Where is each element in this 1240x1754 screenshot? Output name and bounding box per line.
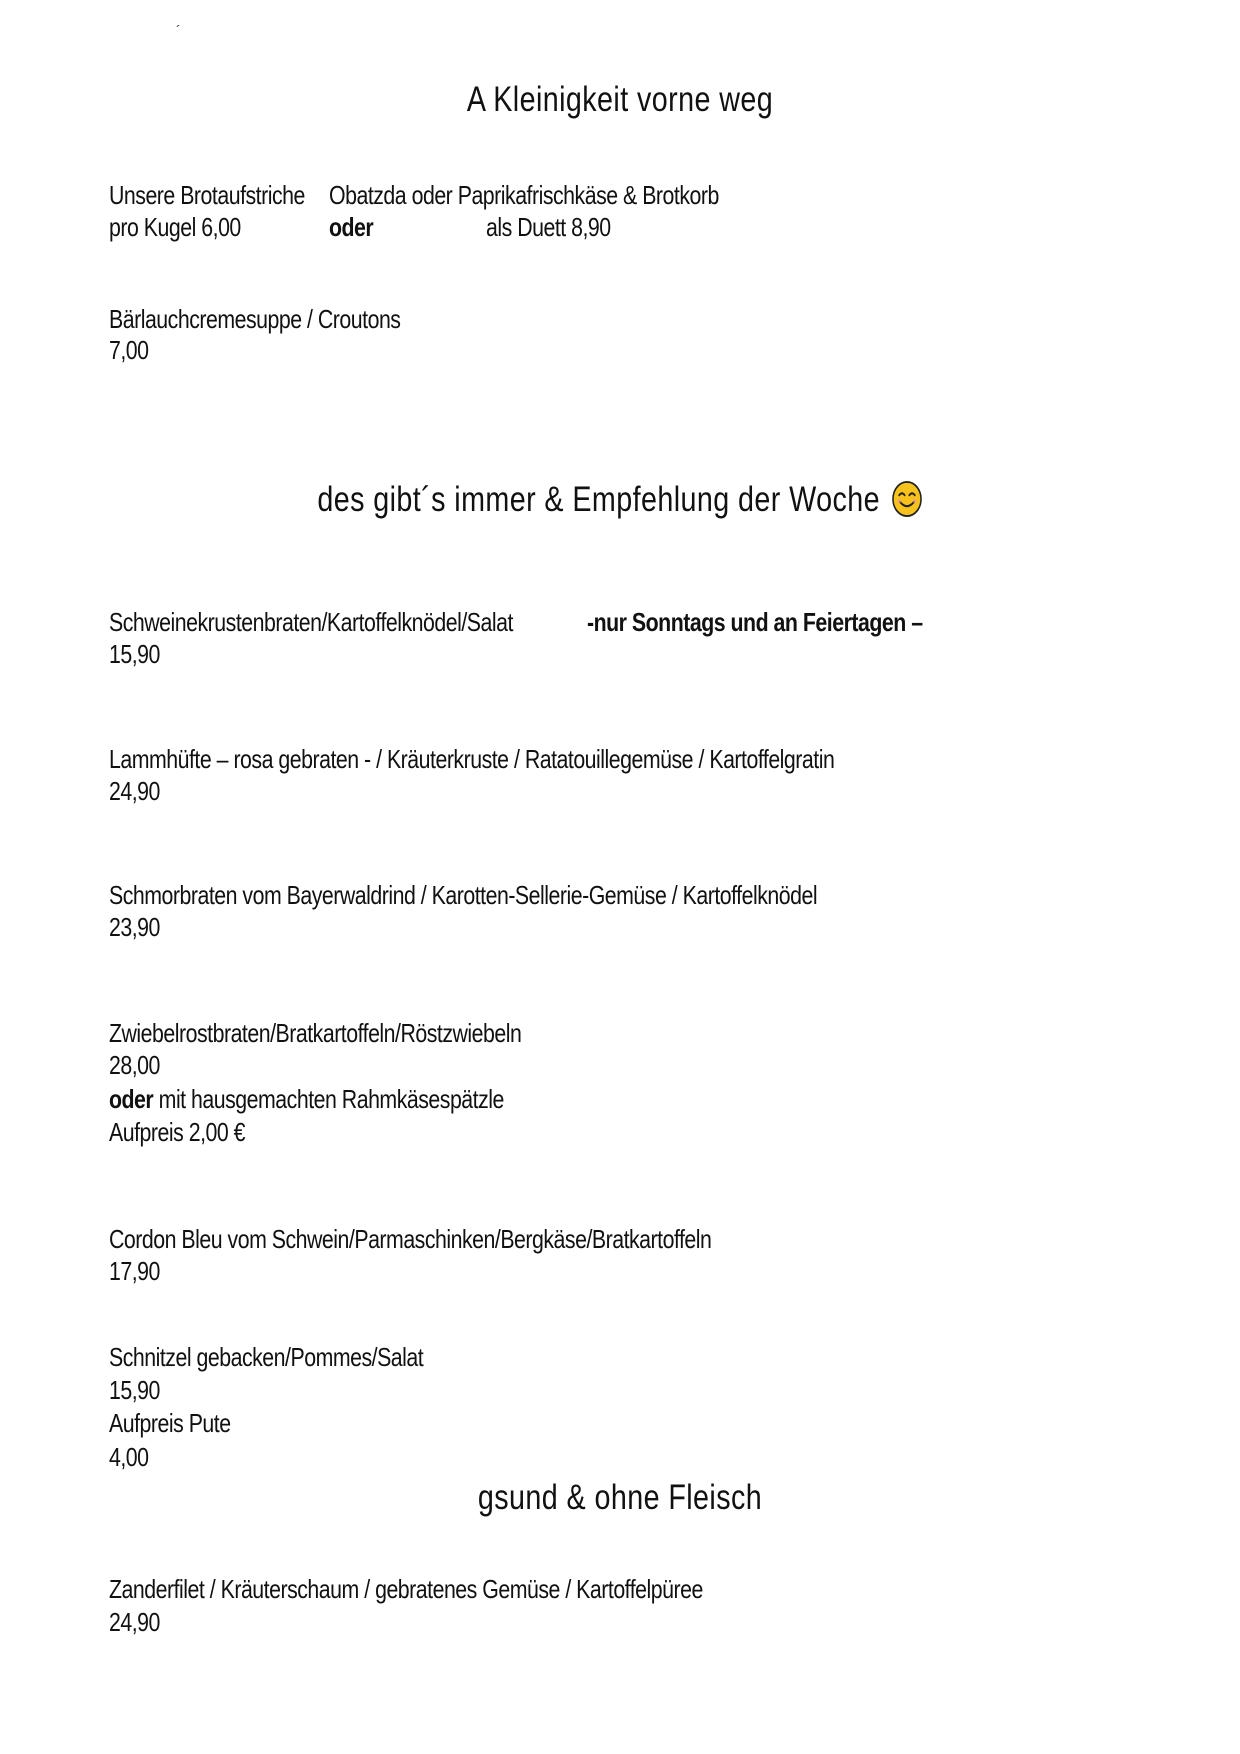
corner-mark: ´ xyxy=(176,22,181,38)
suppe-name: Bärlauchcremesuppe / Croutons xyxy=(109,304,401,334)
section-title-main-text: des gibt´s immer & Empfehlung der Woche xyxy=(317,480,880,519)
schnitzel-surcharge: Aufpreis Pute xyxy=(109,1408,231,1438)
smiley-icon xyxy=(891,480,922,518)
schmor-price: 23,90 xyxy=(109,912,160,942)
krusten-name: Schweinekrustenbraten/Kartoffelknödel/Salat xyxy=(109,607,513,637)
lamm-price: 24,90 xyxy=(109,776,160,806)
zwiebel-alt-text: mit hausgemachten Rahmkäsespätzle xyxy=(153,1084,504,1114)
cordon-price: 17,90 xyxy=(109,1256,160,1286)
brot-label: Unsere Brotaufstriche xyxy=(109,180,305,210)
section-title-starters: A Kleinigkeit vorne weg xyxy=(466,80,774,119)
section-title-main xyxy=(112,478,1129,522)
krusten-note: -nur Sonntags und an Feiertagen – xyxy=(587,607,923,637)
lamm-name: Lammhüfte – rosa gebraten - / Kräuterkruste / Ratatouillegemüse / Kartoffelgratin xyxy=(109,744,835,774)
section-title-veggie: gsund & ohne Fleisch xyxy=(477,1478,763,1517)
brot-price: pro Kugel 6,00 xyxy=(109,212,241,242)
schnitzel-name: Schnitzel gebacken/Pommes/Salat xyxy=(109,1342,424,1372)
cordon-name: Cordon Bleu vom Schwein/Parmaschinken/Bergkäse/Bratkartoffeln xyxy=(109,1224,712,1254)
schnitzel-price: 15,90 xyxy=(109,1375,160,1405)
suppe-price: 7,00 xyxy=(109,335,149,365)
brot-desc: Obatzda oder Paprikafrischkäse & Brotkorb xyxy=(329,180,719,210)
schmor-name: Schmorbraten vom Bayerwaldrind / Karotten-Sellerie-Gemüse / Kartoffelknödel xyxy=(109,880,818,910)
krusten-price: 15,90 xyxy=(109,639,160,669)
zwiebel-surcharge: Aufpreis 2,00 € xyxy=(109,1117,246,1147)
brot-duett: als Duett 8,90 xyxy=(486,212,611,242)
brot-or: oder xyxy=(329,212,374,242)
zander-price: 24,90 xyxy=(109,1607,160,1637)
zwiebel-name: Zwiebelrostbraten/Bratkartoffeln/Röstzwiebeln xyxy=(109,1018,522,1048)
zwiebel-price: 28,00 xyxy=(109,1050,160,1080)
zwiebel-or: oder xyxy=(109,1084,154,1114)
zwiebel-alt xyxy=(109,1082,504,1116)
zander-name: Zanderfilet / Kräuterschaum / gebratenes Gemüse / Kartoffelpüree xyxy=(109,1574,703,1604)
schnitzel-surcharge-price: 4,00 xyxy=(109,1442,149,1472)
